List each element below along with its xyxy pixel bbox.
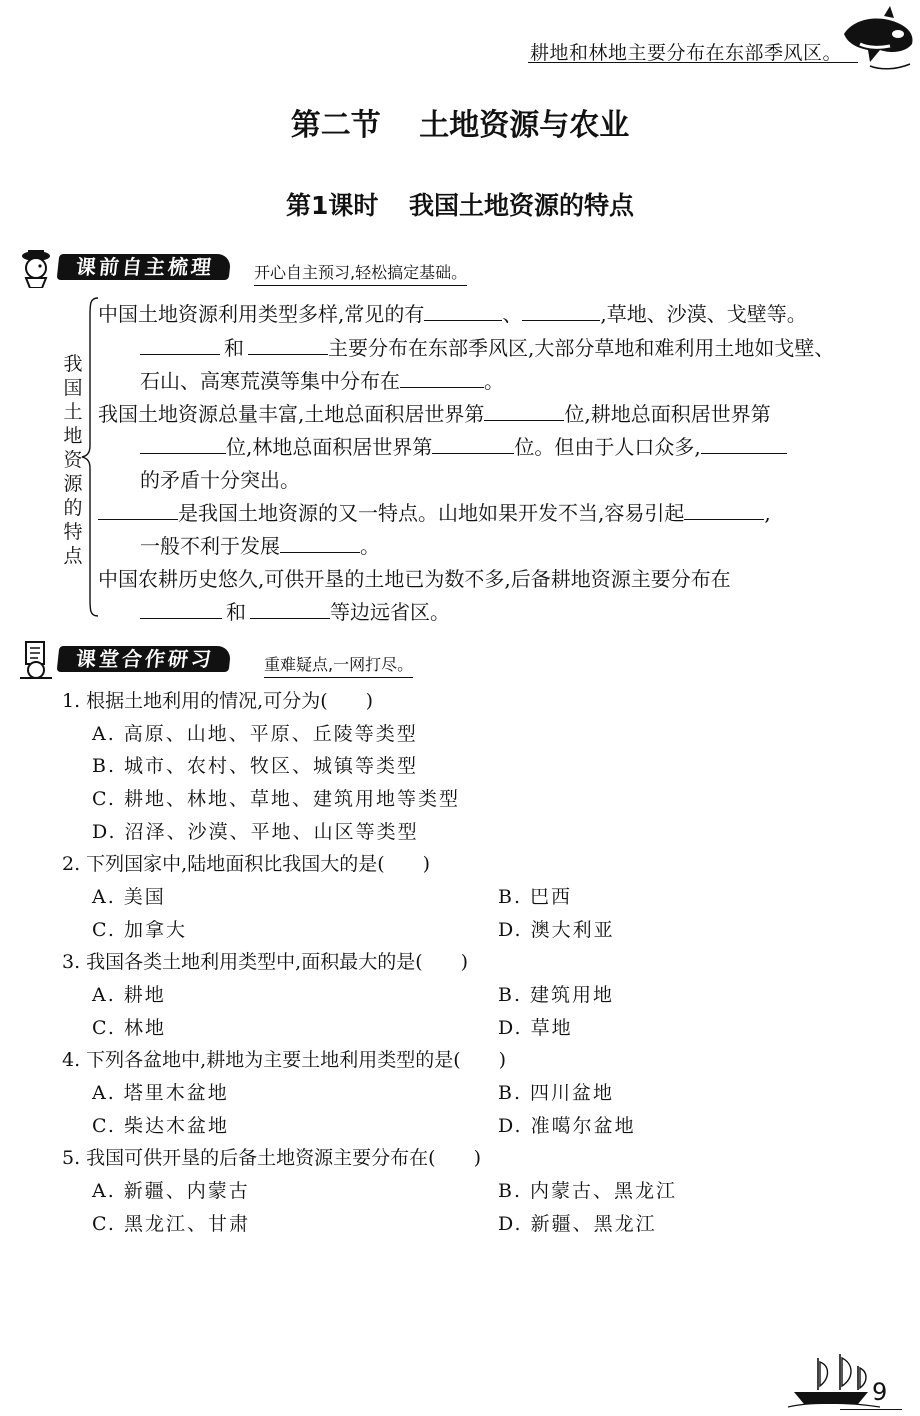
outline-line-2: 和 主要分布在东部季风区,大部分草地和难利用土地如戈壁、 bbox=[140, 332, 834, 361]
option[interactable]: B. 内蒙古、黑龙江 bbox=[498, 1180, 678, 1202]
mascot-icon bbox=[16, 246, 56, 288]
question-1: 1. 根据土地利用的情况,可分为( ) bbox=[62, 690, 374, 712]
mascot-icon bbox=[16, 638, 56, 680]
ship-icon bbox=[788, 1352, 880, 1410]
outline-line-5: 位,林地总面积居世界第 位。但由于人口众多, bbox=[140, 431, 787, 460]
question-4: 4. 下列各盆地中,耕地为主要土地利用类型的是( ) bbox=[62, 1049, 507, 1071]
topic-vertical-label: 我国土地资源的特点 bbox=[63, 353, 83, 567]
header-tip: 耕地和林地主要分布在东部季风区。 bbox=[530, 42, 843, 64]
practice-note: 重难疑点,一网打尽。 bbox=[264, 652, 413, 678]
option[interactable]: D. 草地 bbox=[498, 1017, 573, 1039]
blank[interactable] bbox=[424, 302, 502, 321]
footer-rule bbox=[840, 1409, 902, 1410]
outline-line-9: 中国农耕历史悠久,可供开垦的土地已为数不多,后备耕地资源主要分布在 bbox=[98, 567, 731, 591]
blank[interactable] bbox=[684, 501, 764, 520]
blank[interactable] bbox=[701, 435, 787, 454]
option[interactable]: C. 林地 bbox=[92, 1017, 166, 1039]
orca-icon bbox=[840, 4, 916, 76]
option[interactable]: A. 新疆、内蒙古 bbox=[92, 1180, 250, 1202]
blank[interactable] bbox=[98, 501, 178, 520]
outline-line-8: 一般不利于发展 。 bbox=[140, 534, 380, 558]
blank[interactable] bbox=[280, 534, 360, 553]
question-5: 5. 我国可供开垦的后备土地资源主要分布在( ) bbox=[62, 1147, 481, 1169]
practice-banner bbox=[14, 638, 534, 678]
blank[interactable] bbox=[248, 336, 328, 355]
blank[interactable] bbox=[140, 600, 222, 619]
option[interactable]: B. 城市、农村、牧区、城镇等类型 bbox=[92, 755, 419, 777]
outline-line-3: 石山、高寒荒漠等集中分布在 。 bbox=[140, 369, 504, 393]
blank[interactable] bbox=[140, 336, 220, 355]
blank[interactable] bbox=[484, 402, 564, 421]
blank[interactable] bbox=[250, 600, 330, 619]
blank[interactable] bbox=[140, 435, 226, 454]
outline-line-1: 中国土地资源利用类型多样,常见的有 、 ,草地、沙漠、戈壁等。 bbox=[98, 302, 807, 326]
lesson-title: 第1课时 我国土地资源的特点 bbox=[285, 191, 635, 220]
outline-line-7: 是我国土地资源的又一特点。山地如果开发不当,容易引起 , bbox=[98, 497, 771, 526]
option[interactable]: D. 澳大利亚 bbox=[498, 919, 615, 941]
option[interactable]: D. 准噶尔盆地 bbox=[498, 1115, 636, 1137]
option[interactable]: D. 沼泽、沙漠、平地、山区等类型 bbox=[92, 821, 419, 843]
option[interactable]: A. 高原、山地、平原、丘陵等类型 bbox=[92, 723, 418, 745]
question-3: 3. 我国各类土地利用类型中,面积最大的是( ) bbox=[62, 951, 469, 973]
preview-note: 开心自主预习,轻松搞定基础。 bbox=[254, 260, 467, 286]
header-rule bbox=[528, 62, 858, 63]
blank[interactable] bbox=[400, 369, 484, 388]
option[interactable]: A. 美国 bbox=[92, 886, 166, 908]
question-2: 2. 下列国家中,陆地面积比我国大的是( ) bbox=[62, 853, 431, 875]
preview-label: 课前自主梳理 bbox=[57, 254, 232, 280]
option[interactable]: B. 巴西 bbox=[498, 886, 573, 908]
option[interactable]: B. 四川盆地 bbox=[498, 1082, 615, 1104]
preview-banner bbox=[14, 246, 534, 286]
option[interactable]: D. 新疆、黑龙江 bbox=[498, 1213, 657, 1235]
option[interactable]: A. 塔里木盆地 bbox=[92, 1082, 229, 1104]
bracket bbox=[80, 296, 100, 618]
option[interactable]: B. 建筑用地 bbox=[498, 984, 615, 1006]
outline-line-6: 的矛盾十分突出。 bbox=[140, 468, 300, 492]
option[interactable]: C. 柴达木盆地 bbox=[92, 1115, 229, 1137]
practice-label: 课堂合作研习 bbox=[57, 646, 232, 672]
outline-line-10: 和 等边远省区。 bbox=[140, 596, 450, 625]
option[interactable]: C. 耕地、林地、草地、建筑用地等类型 bbox=[92, 788, 460, 810]
outline-line-4: 我国土地资源总量丰富,土地总面积居世界第 位,耕地总面积居世界第 bbox=[98, 402, 771, 426]
blank[interactable] bbox=[522, 302, 600, 321]
page-number: 9 bbox=[872, 1378, 888, 1406]
section-title: 第二节 土地资源与农业 bbox=[290, 108, 630, 143]
option[interactable]: C. 黑龙江、甘肃 bbox=[92, 1213, 250, 1235]
blank[interactable] bbox=[432, 435, 514, 454]
option[interactable]: A. 耕地 bbox=[92, 984, 166, 1006]
option[interactable]: C. 加拿大 bbox=[92, 919, 187, 941]
